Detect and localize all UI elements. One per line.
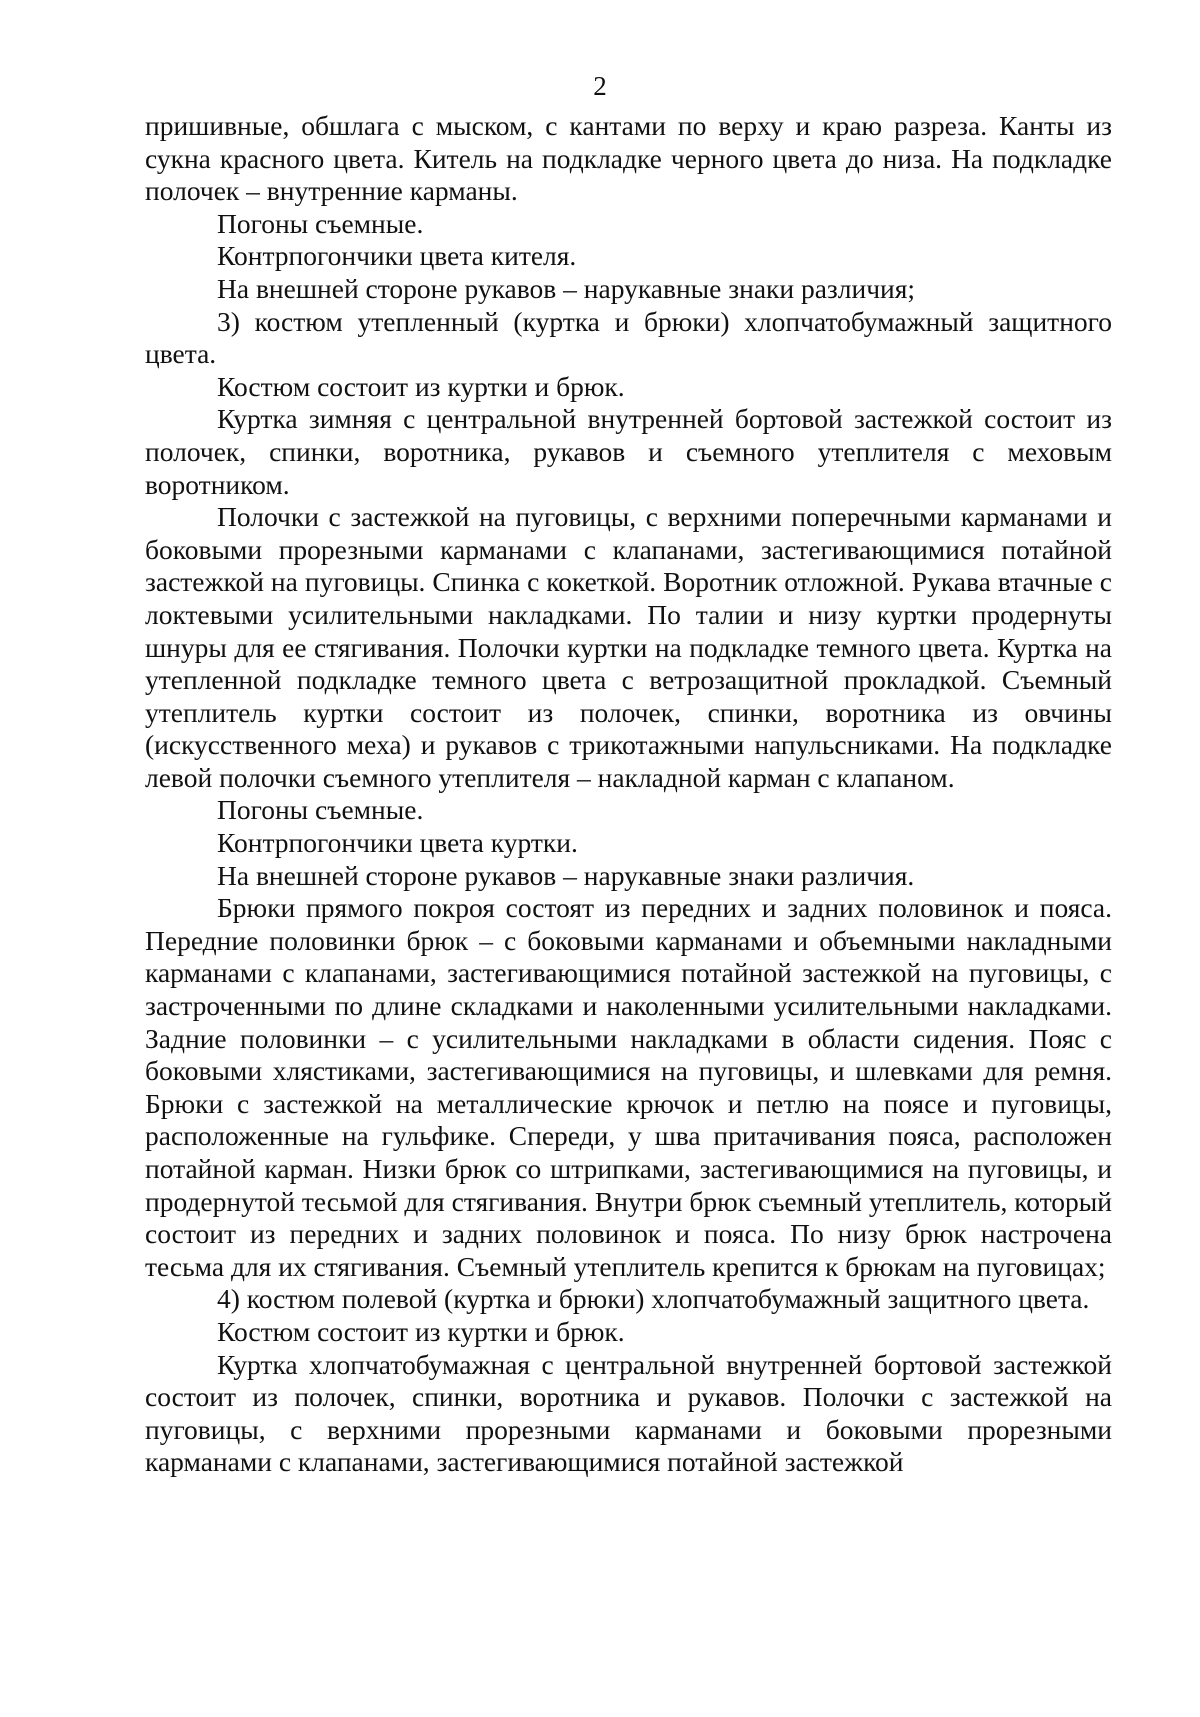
paragraph: Костюм состоит из куртки и брюк.: [217, 1315, 625, 1347]
paragraph: Костюм состоит из куртки и брюк.: [217, 370, 625, 402]
paragraph: пришивные, обшлага с мыском, с кантами по верху и краю разреза. Канты из сукна красного цвета. Китель на подкладке черного цвета до низа. На подкладке полочек – внутренние карманы.: [145, 110, 1112, 207]
paragraph: Брюки прямого покроя состоят из передних и задних половинок и пояса. Передние половинки брюк – с боковыми карманами и объемными накладными карманами с клапанами, застегивающимися потайной застежкой на пуговицы, с застроченными по длине складками и наколенными усилительными накладками. Задние половинки – с усилительными накладками в области сидения. Пояс с боковыми хлястиками, застегивающимися на пуговицы, и шлевками для ремня. Брюки с застежкой на металлические крючок и петлю на поясе и пуговицы, расположенные на гульфике. Спереди, у шва притачивания пояса, расположен потайной карман. Низки брюк со штрипками, застегивающимися на пуговицы, и продернутой тесьмой для стягивания. Внутри брюк съемный утеплитель, который состоит из передних и задних половинок и пояса. По низу брюк настрочена тесьма для их стягивания. Съемный утеплитель крепится к брюкам на пуговицах;: [145, 892, 1112, 1282]
paragraph: Погоны съемные.: [217, 207, 424, 239]
paragraph: Куртка зимняя с центральной внутренней бортовой застежкой состоит из полочек, спинки, воротника, рукавов и съемного утеплителя с меховым воротником.: [145, 403, 1112, 500]
paragraph: 3) костюм утепленный (куртка и брюки) хлопчатобумажный защитного цвета.: [145, 305, 1112, 370]
paragraph: Контрпогончики цвета кителя.: [217, 240, 577, 272]
page-number: 2: [593, 71, 607, 101]
paragraph: Погоны съемные.: [217, 794, 424, 826]
paragraph: Контрпогончики цвета куртки.: [217, 827, 578, 859]
paragraph: Куртка хлопчатобумажная с центральной внутренней бортовой застежкой состоит из полочек, спинки, воротника и рукавов. Полочки с застежкой на пуговицы, с верхними прорезными карманами и боковыми прорезными карманами с клапанами, застегивающимися потайной застежкой: [145, 1348, 1112, 1478]
document-body: [145, 110, 1112, 1479]
paragraph: Полочки с застежкой на пуговицы, с верхними поперечными карманами и боковыми прорезными карманами с клапанами, застегивающимися потайной застежкой на пуговицы. Спинка с кокеткой. Воротник отложной. Рукава втачные с локтевыми усилительными накладками. По талии и низу куртки продернуты шнуры для ее стягивания. Полочки куртки на подкладке темного цвета. Куртка на утепленной подкладке темного цвета с ветрозащитной прокладкой. Съемный утеплитель куртки состоит из полочек, спинки, воротника из овчины (искусственного меха) и рукавов с трикотажными напульсниками. На подкладке левой полочки съемного утеплителя – накладной карман с клапаном.: [145, 501, 1112, 793]
paragraph: На внешней стороне рукавов – нарукавные знаки различия;: [217, 272, 916, 304]
paragraph: На внешней стороне рукавов – нарукавные знаки различия.: [217, 859, 915, 891]
paragraph: 4) костюм полевой (куртка и брюки) хлопчатобумажный защитного цвета.: [217, 1283, 1090, 1315]
